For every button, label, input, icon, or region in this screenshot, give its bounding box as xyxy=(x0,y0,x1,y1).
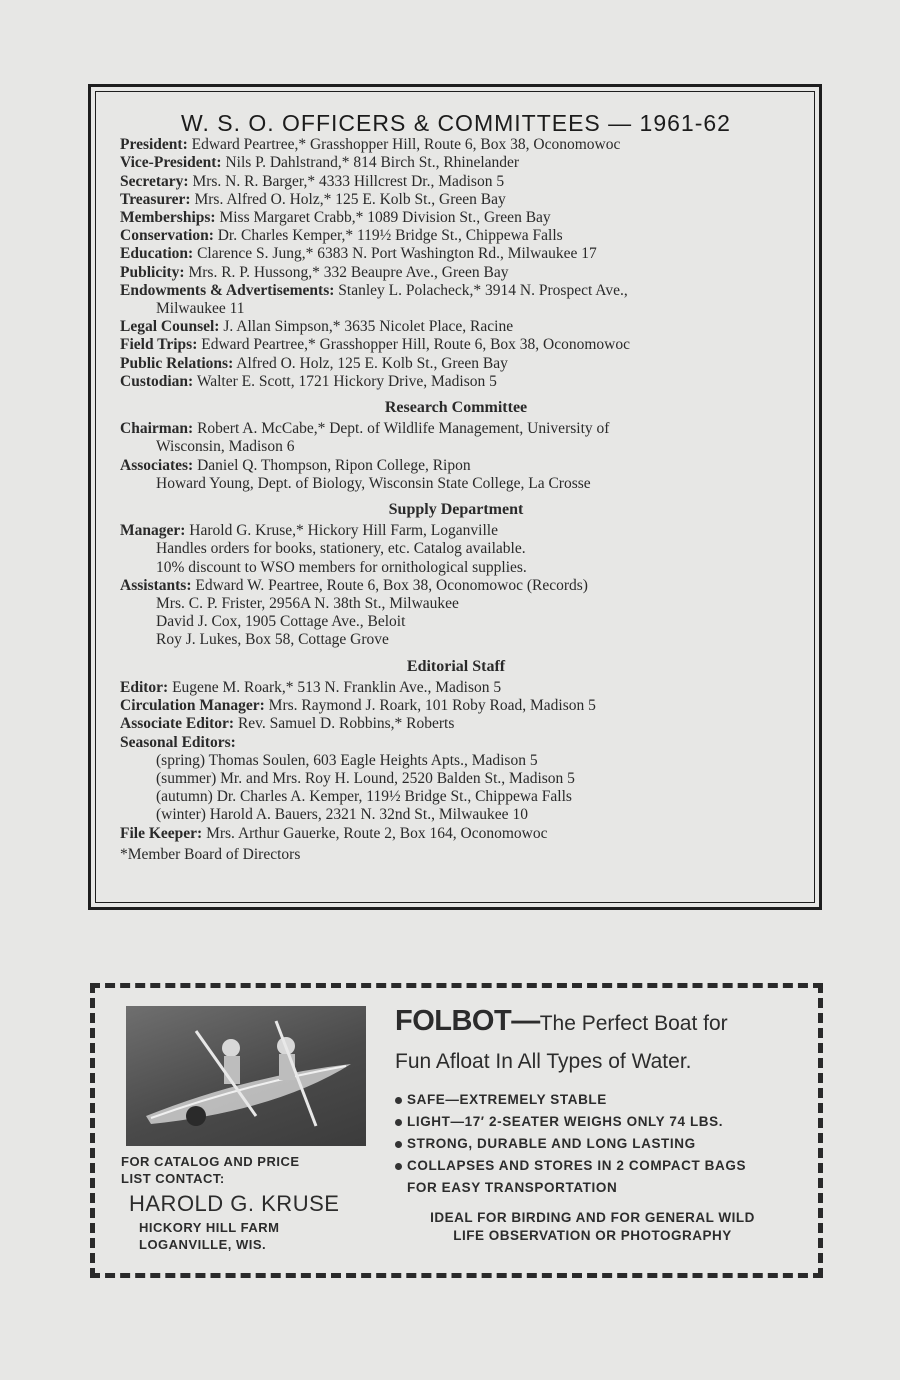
roster-line xyxy=(120,245,792,263)
roster-line xyxy=(120,191,792,209)
role-details: Mrs. R. P. Hussong,* 332 Beaupre Ave., Green Bay xyxy=(184,263,509,281)
role-details: Walter E. Scott, 1721 Hickory Drive, Madison 5 xyxy=(193,372,497,390)
role-details: Howard Young, Dept. of Biology, Wisconsin State College, La Crosse xyxy=(156,474,591,492)
roster-line xyxy=(120,264,792,282)
feature-item: SAFE—EXTREMELY STABLE xyxy=(395,1089,790,1111)
roster-line xyxy=(120,697,792,715)
board-footnote: *Member Board of Directors xyxy=(120,845,301,863)
contact-line-2: LIST CONTACT: xyxy=(121,1171,225,1186)
role-label: Publicity: xyxy=(120,263,185,281)
role-details: Daniel Q. Thompson, Ripon College, Ripon xyxy=(193,456,471,474)
roster-line xyxy=(120,715,792,733)
bullet-icon xyxy=(395,1141,402,1148)
role-details: Nils P. Dahlstrand,* 814 Birch St., Rhinelander xyxy=(221,154,520,172)
role-details: David J. Cox, 1905 Cottage Ave., Beloit xyxy=(156,613,406,631)
roster-line xyxy=(120,355,792,373)
roster-line xyxy=(120,595,792,613)
roster-line xyxy=(120,136,792,154)
kayak-illustration xyxy=(126,1006,366,1146)
role-details: (winter) Harold A. Bauers, 2321 N. 32nd St., Milwaukee 10 xyxy=(156,806,528,824)
research-list xyxy=(120,420,792,493)
role-details: Mrs. N. R. Barger,* 4333 Hillcrest Dr., Madison 5 xyxy=(188,172,505,190)
role-label: Treasurer: xyxy=(120,190,191,208)
contact-block xyxy=(121,1153,339,1253)
ad-headline xyxy=(395,1006,790,1039)
roster-line xyxy=(120,438,792,456)
role-label: Manager: xyxy=(120,522,186,540)
feature-item: STRONG, DURABLE AND LONG LASTING xyxy=(395,1133,790,1155)
role-label: Custodian: xyxy=(120,372,194,390)
role-label: Secretary: xyxy=(120,172,189,190)
role-details: Harold G. Kruse,* Hickory Hill Farm, Loganville xyxy=(185,522,498,540)
role-details: Edward Peartree,* Grasshopper Hill, Route 6, Box 38, Oconomowoc xyxy=(187,136,621,154)
contact-line-1: FOR CATALOG AND PRICE xyxy=(121,1154,300,1169)
role-details: (spring) Thomas Soulen, 603 Eagle Heights Apts., Madison 5 xyxy=(156,751,538,769)
contact-address-2: LOGANVILLE, WIS. xyxy=(139,1237,267,1252)
roster-line xyxy=(120,209,792,227)
roster-line xyxy=(120,788,792,806)
roster-line xyxy=(120,227,792,245)
role-label: Circulation Manager: xyxy=(120,697,265,715)
role-details: Handles orders for books, stationery, etc. Catalog available. xyxy=(156,540,526,558)
feature-list xyxy=(395,1089,790,1199)
roster-line xyxy=(120,577,792,595)
ad-subheadline: Fun Afloat In All Types of Water. xyxy=(395,1050,692,1073)
brand-name: FOLBOT— xyxy=(395,1005,540,1037)
role-details: Stanley L. Polacheck,* 3914 N. Prospect Ave., xyxy=(334,281,628,299)
kayak-photo xyxy=(126,1006,366,1146)
feature-item: LIGHT—17′ 2-SEATER WEIGHS ONLY 74 LBS. xyxy=(395,1111,790,1133)
role-details: (summer) Mr. and Mrs. Roy H. Lound, 2520 Balden St., Madison 5 xyxy=(156,769,575,787)
role-details: Robert A. McCabe,* Dept. of Wildlife Management, University of xyxy=(193,420,610,438)
role-label: Vice-President: xyxy=(120,154,222,172)
roster-line xyxy=(120,318,792,336)
roster-line xyxy=(120,173,792,191)
role-label: Public Relations: xyxy=(120,354,234,372)
role-label: Field Trips: xyxy=(120,336,198,354)
role-details: Mrs. Alfred O. Holz,* 125 E. Kolb St., Green Bay xyxy=(190,190,506,208)
role-details: Dr. Charles Kemper,* 119½ Bridge St., Chippewa Falls xyxy=(213,227,563,245)
role-details: 10% discount to WSO members for ornithological supplies. xyxy=(156,558,527,576)
role-details: Clarence S. Jung,* 6383 N. Port Washington Rd., Milwaukee 17 xyxy=(193,245,597,263)
roster-line xyxy=(120,770,792,788)
supply-heading: Supply Department xyxy=(388,501,524,519)
role-details: Roy J. Lukes, Box 58, Cottage Grove xyxy=(156,631,389,649)
role-details: Edward Peartree,* Grasshopper Hill, Route 6, Box 38, Oconomowoc xyxy=(197,336,630,354)
roster-line xyxy=(120,522,792,540)
roster-line xyxy=(120,613,792,631)
roster-line xyxy=(120,336,792,354)
contact-name: HAROLD G. KRUSE xyxy=(129,1191,340,1216)
research-heading: Research Committee xyxy=(384,399,528,417)
role-label: Endowments & Advertisements: xyxy=(120,281,335,299)
editorial-heading: Editorial Staff xyxy=(406,657,506,675)
role-label: File Keeper: xyxy=(120,824,203,842)
role-label: Associates: xyxy=(120,456,194,474)
role-details: Eugene M. Roark,* 513 N. Franklin Ave., Madison 5 xyxy=(168,678,502,696)
officers-inner xyxy=(95,91,815,903)
role-details: Edward W. Peartree, Route 6, Box 38, Oconomowoc (Records) xyxy=(191,576,588,594)
roster-line xyxy=(120,679,792,697)
role-label: Legal Counsel: xyxy=(120,318,220,336)
roster-line xyxy=(120,373,792,391)
role-label: Education: xyxy=(120,245,194,263)
headline-rest: The Perfect Boat for xyxy=(539,1012,728,1035)
role-label: President: xyxy=(120,136,188,154)
roster-line xyxy=(120,300,792,318)
role-details: J. Allan Simpson,* 3635 Nicolet Place, Racine xyxy=(219,318,514,336)
role-details: Mrs. Arthur Gauerke, Route 2, Box 164, Oconomowoc xyxy=(202,824,548,842)
officers-box xyxy=(88,84,822,910)
bullet-icon xyxy=(395,1163,402,1170)
page-title: W. S. O. OFFICERS & COMMITTEES — 1961-62 xyxy=(181,110,731,136)
closing-line-1: IDEAL FOR BIRDING AND FOR GENERAL WILD xyxy=(430,1210,755,1225)
roster-line xyxy=(120,540,792,558)
bullet-icon xyxy=(395,1119,402,1126)
role-details: Miss Margaret Crabb,* 1089 Division St., Green Bay xyxy=(215,209,551,227)
role-label: Memberships: xyxy=(120,209,216,227)
closing-line-2: LIFE OBSERVATION OR PHOTOGRAPHY xyxy=(453,1228,732,1243)
ad-copy xyxy=(395,1006,790,1245)
supply-list xyxy=(120,522,792,649)
editorial-list xyxy=(120,679,792,843)
role-details: Alfred O. Holz, 125 E. Kolb St., Green Bay xyxy=(233,354,508,372)
roster-line xyxy=(120,559,792,577)
roster-line xyxy=(120,734,792,752)
roster-line xyxy=(120,752,792,770)
roster-line xyxy=(120,825,792,843)
role-details: Rev. Samuel D. Robbins,* Roberts xyxy=(234,715,455,733)
role-label: Associate Editor: xyxy=(120,715,235,733)
feature-item-continuation: FOR EASY TRANSPORTATION xyxy=(407,1180,618,1195)
role-label: Chairman: xyxy=(120,420,194,438)
role-details: Milwaukee 11 xyxy=(156,300,245,318)
contact-address-1: HICKORY HILL FARM xyxy=(139,1220,280,1235)
role-details: Mrs. Raymond J. Roark, 101 Roby Road, Madison 5 xyxy=(264,697,596,715)
role-label: Conservation: xyxy=(120,227,214,245)
roster-line xyxy=(120,806,792,824)
role-label: Editor: xyxy=(120,678,169,696)
role-label: Assistants: xyxy=(120,576,192,594)
roster-line xyxy=(120,631,792,649)
roster-line xyxy=(120,420,792,438)
folbot-ad xyxy=(90,983,823,1278)
officers-list xyxy=(120,136,792,391)
roster-line xyxy=(120,282,792,300)
role-details: (autumn) Dr. Charles A. Kemper, 119½ Bridge St., Chippewa Falls xyxy=(156,788,572,806)
roster-line xyxy=(120,457,792,475)
role-details: Mrs. C. P. Frister, 2956A N. 38th St., Milwaukee xyxy=(156,595,459,613)
roster-line xyxy=(120,154,792,172)
feature-item: COLLAPSES AND STORES IN 2 COMPACT BAGS xyxy=(395,1155,790,1177)
ad-closing xyxy=(395,1209,790,1245)
role-details: Wisconsin, Madison 6 xyxy=(156,438,295,456)
roster-line xyxy=(120,475,792,493)
bullet-icon xyxy=(395,1097,402,1104)
role-label: Seasonal Editors: xyxy=(120,733,236,751)
